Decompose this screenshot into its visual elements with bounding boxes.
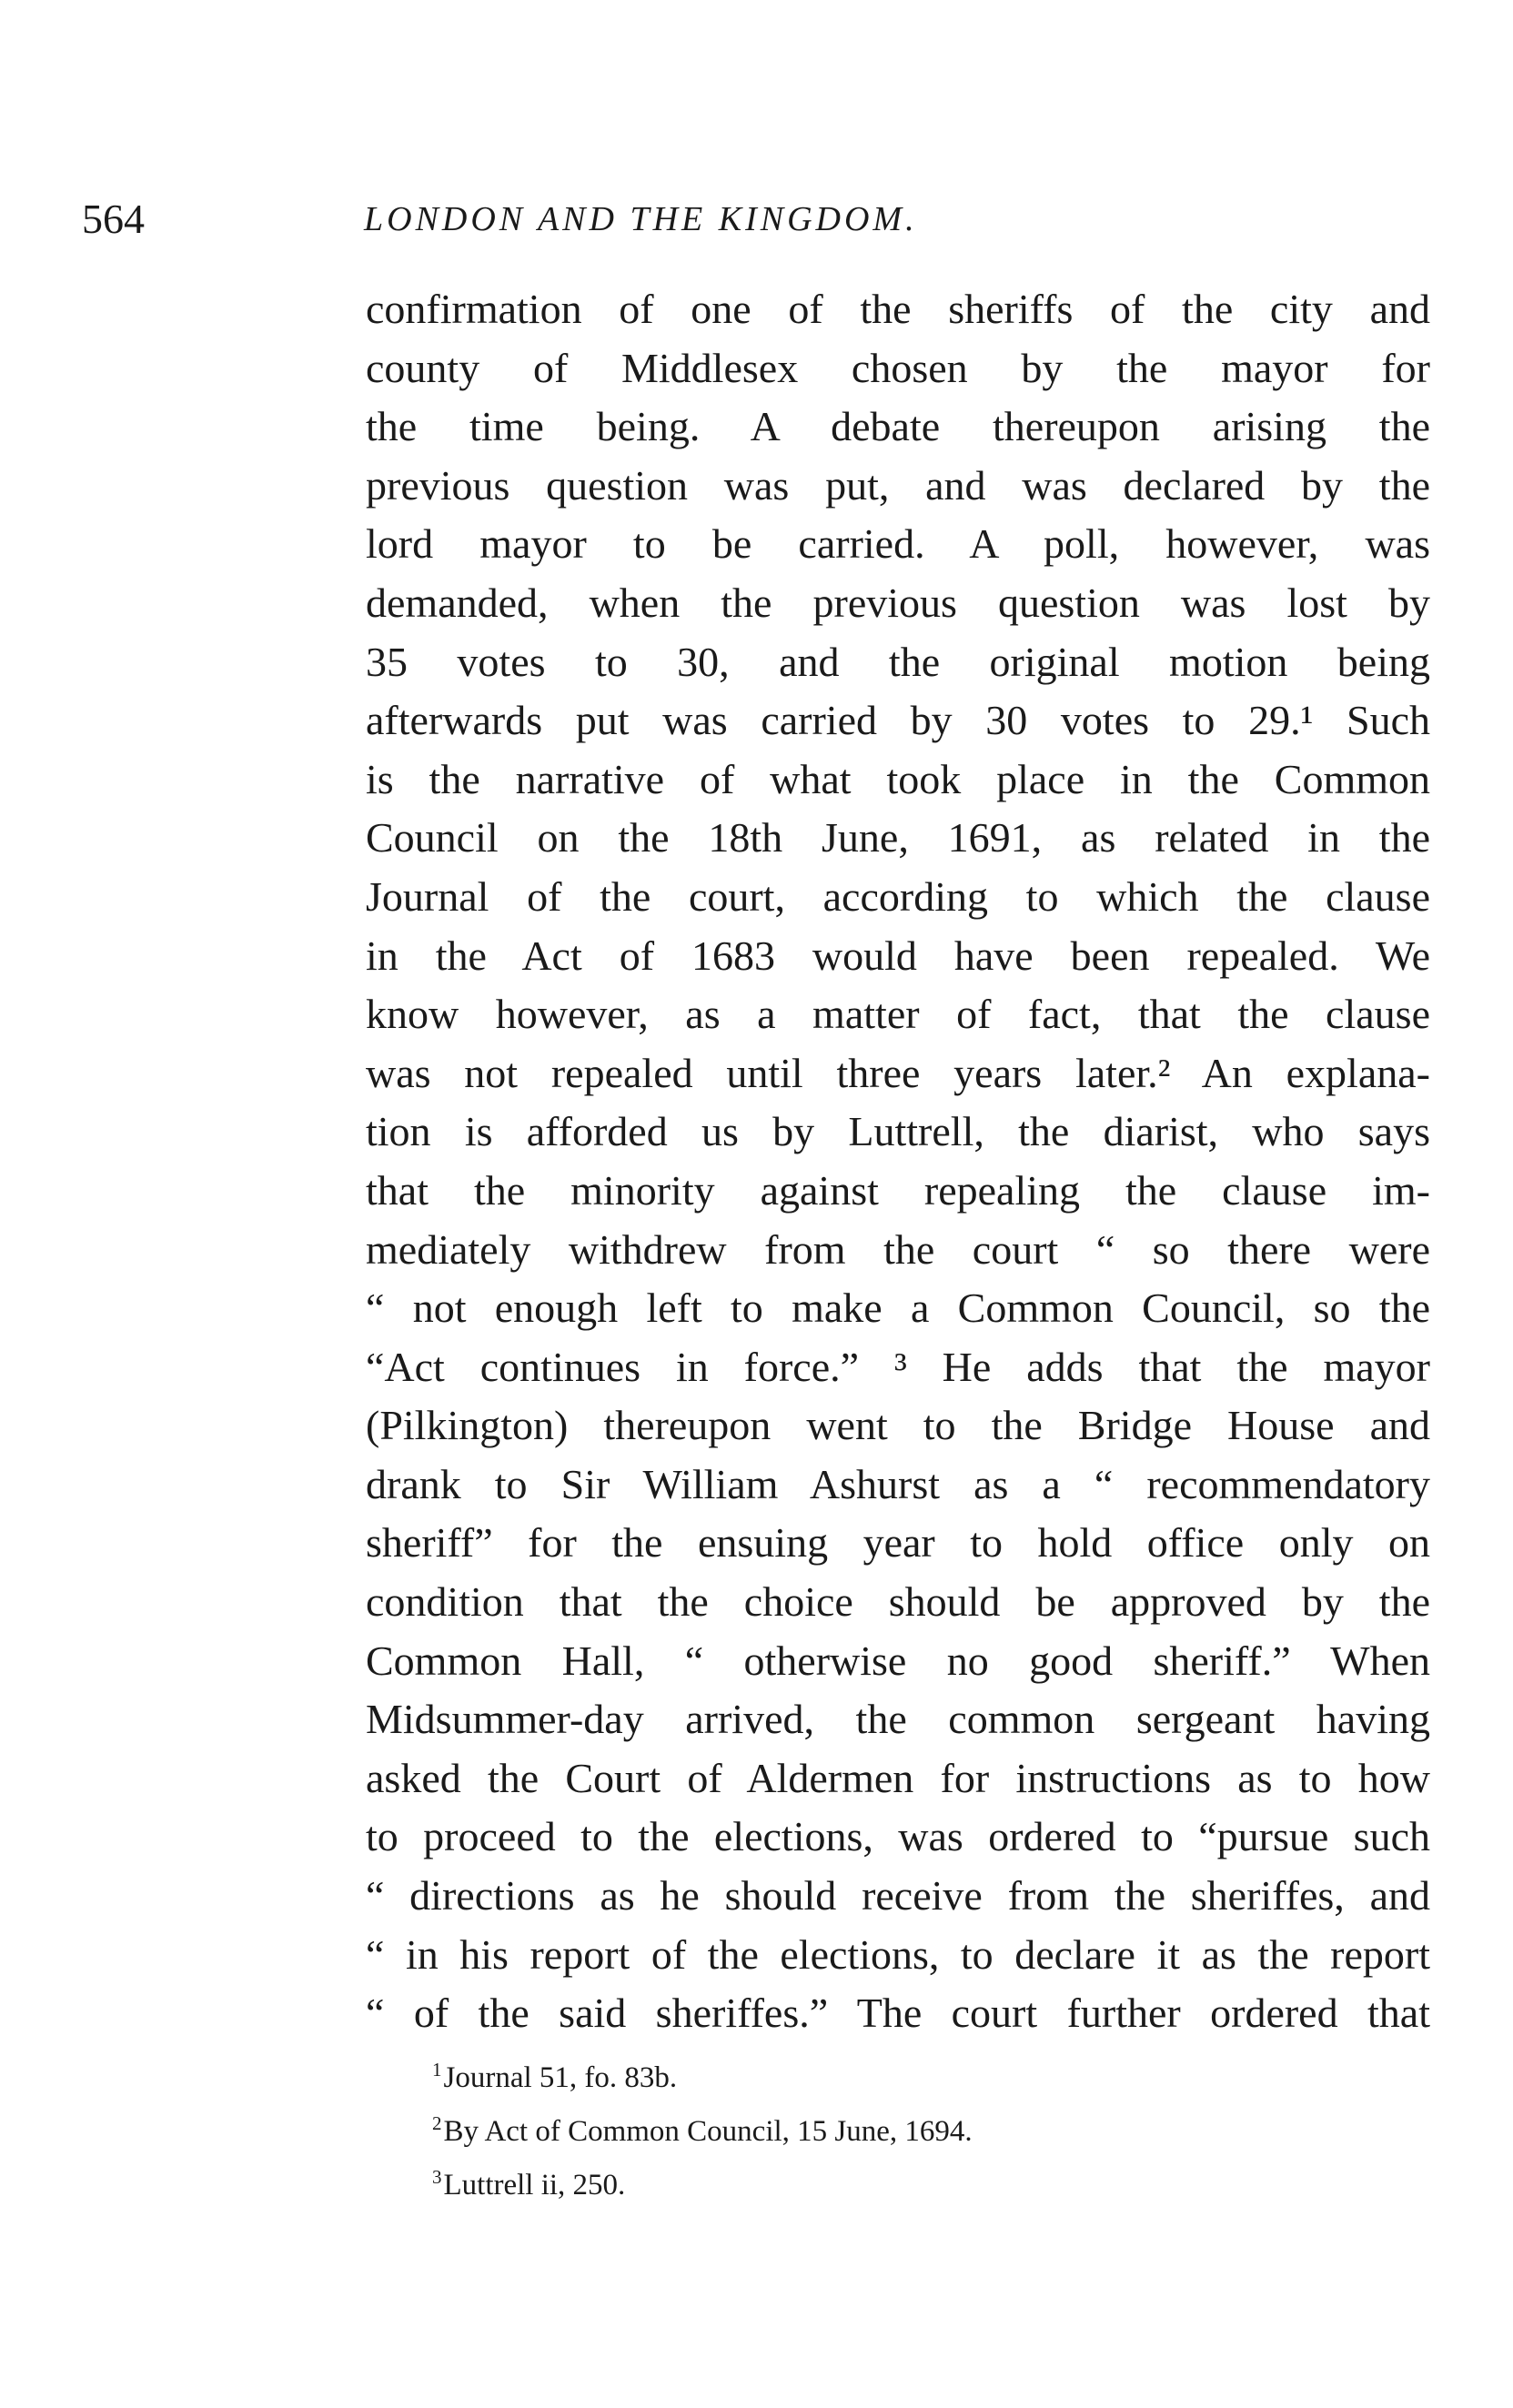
- text-line: “Act continues in force.” ³ He adds that the mayor: [366, 1343, 1430, 1390]
- text-line: drank to Sir William Ashurst as a “ recommendatory: [366, 1460, 1430, 1507]
- text-line: confirmation of one of the sheriffs of the city and: [366, 286, 1430, 332]
- text-line: Common Hall, “ otherwise no good sheriff.” When: [366, 1637, 1430, 1684]
- footnote-mark: 3: [432, 2166, 442, 2188]
- text-line: Council on the 18th June, 1691, as related in the: [366, 814, 1430, 861]
- text-line: mediately withdrew from the court “ so there were: [366, 1225, 1430, 1273]
- footnote-text: Journal 51, fo. 83b.: [443, 2061, 678, 2094]
- footnote-mark: 2: [432, 2112, 442, 2134]
- text-line: lord mayor to be carried. A poll, however, was: [366, 520, 1430, 568]
- page-number: 564: [82, 196, 145, 242]
- footnote-mark: 1: [432, 2059, 442, 2081]
- footnote: [432, 2101, 1251, 2154]
- text-line: “ in his report of the elections, to declare it as the report: [366, 1930, 1430, 1978]
- text-line: 35 votes to 30, and the original motion being: [366, 638, 1430, 685]
- text-line: demanded, when the previous question was lost by: [366, 579, 1430, 626]
- text-line: Midsummer-day arrived, the common sergeant having: [366, 1696, 1430, 1743]
- text-line: in the Act of 1683 would have been repealed. We: [366, 932, 1430, 979]
- text-line: asked the Court of Aldermen for instructions as to how: [366, 1754, 1430, 1801]
- footnote: [432, 2047, 1251, 2101]
- footnote-text: By Act of Common Council, 15 June, 1694.: [443, 2115, 973, 2148]
- text-line: was not repealed until three years later.² An explana-: [366, 1049, 1430, 1096]
- footnotes: [432, 2047, 1251, 2208]
- footnote-text: Luttrell ii, 250.: [443, 2169, 626, 2201]
- text-line: (Pilkington) thereupon went to the Bridge House and: [366, 1402, 1430, 1449]
- text-line: Journal of the court, according to which the clause: [366, 872, 1430, 920]
- text-line: “ directions as he should receive from the sheriffes, and: [366, 1872, 1430, 1919]
- footnote: [432, 2154, 1251, 2208]
- text-line: that the minority against repealing the clause im-: [366, 1166, 1430, 1214]
- text-line: “ not enough left to make a Common Council, so the: [366, 1285, 1430, 1332]
- text-line: know however, as a matter of fact, that the clause: [366, 991, 1430, 1038]
- text-line: tion is afforded us by Luttrell, the diarist, who says: [366, 1108, 1430, 1155]
- text-line: county of Middlesex chosen by the mayor for: [366, 344, 1430, 391]
- text-line: previous question was put, and was declared by the: [366, 461, 1430, 509]
- text-line: “ of the said sheriffes.” The court further ordered that: [366, 1990, 1430, 2037]
- body-text: [366, 280, 1430, 2043]
- text-line: to proceed to the elections, was ordered to “pursue such: [366, 1813, 1430, 1860]
- running-head: LONDON AND THE KINGDOM.: [364, 200, 918, 238]
- text-line: is the narrative of what took place in the Common: [366, 755, 1430, 802]
- text-line: afterwards put was carried by 30 votes to 29.¹ Such: [366, 697, 1430, 744]
- text-line: sheriff” for the ensuing year to hold office only on: [366, 1519, 1430, 1567]
- text-line: condition that the choice should be approved by the: [366, 1578, 1430, 1626]
- text-line: the time being. A debate thereupon arising the: [366, 403, 1430, 450]
